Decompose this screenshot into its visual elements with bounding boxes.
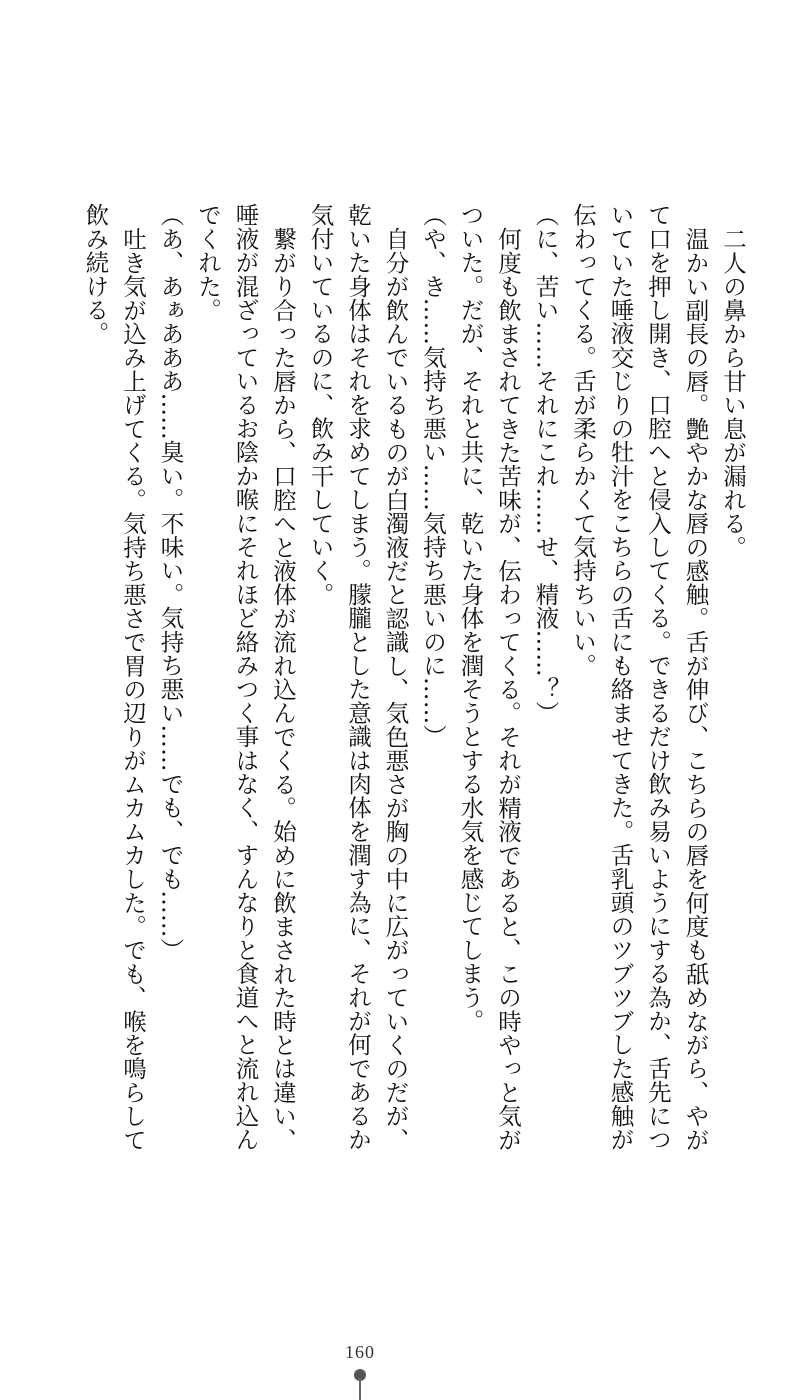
text-line: 自分が飲んでいるものが白濁液だと認識し、気色悪さが胸の中に広がっていくのだが、 — [381, 226, 410, 1151]
text-line: 伝わってくる。舌が柔らかくて気持ちいい。 — [569, 203, 597, 677]
text-line: 乾いた身体はそれを求めてしまう。朦朧とした意識は肉体を潤す為に、それが何であるか — [344, 203, 372, 1151]
text-line: （に、苦い……それにこれ……せ、精液……？） — [531, 203, 560, 725]
text-line: 二人の鼻から甘い息が漏れる。 — [719, 226, 747, 559]
vertical-text-block — [76, 203, 751, 1163]
text-line: て口を押し開き、口腔へと侵入してくる。できるだけ飲み易いようにする為か、舌先につ — [644, 203, 672, 1151]
text-line: 吐き気が込み上げてくる。気持ち悪さで胃の辺りがムカムカした。でも、喉を鳴らして — [119, 226, 147, 1151]
text-line: 温かい副長の唇。艶やかな唇の感触。舌が伸び、こちらの唇を何度も舐めながら、やが — [681, 226, 710, 1151]
text-line: （あ、あぁあああ……臭い。不味い。気持ち悪い……でも、でも……） — [156, 203, 185, 962]
text-line: 繋がり合った唇から、口腔へと液体が流れ込んでくる。始めに飲まされた時とは違い、 — [269, 226, 297, 1151]
text-line: 飲み続ける。 — [81, 203, 110, 346]
page-marker-line — [359, 1378, 361, 1400]
text-line: でくれた。 — [194, 203, 222, 322]
text-line: 唾液が混ざっているお陰か喉にそれほど絡みつく事はなく、すんなりと食道へと流れ込ん — [231, 203, 260, 1151]
page-number: 160 — [345, 1342, 375, 1362]
text-line: （や、き……気持ち悪い……気持ち悪いのに……） — [419, 203, 447, 749]
text-line: 何度も飲まされてきた苦味が、伝わってくる。それが精液であると、この時やっと気が — [494, 226, 522, 1151]
text-line: ついた。だが、それと共に、乾いた身体を潤そうとする水気を感じてしまう。 — [456, 203, 485, 1033]
text-line: いていた唾液交じりの牡汁をこちらの舌にも絡ませてきた。舌乳頭のツブツブした感触が — [606, 203, 635, 1151]
text-line: 気付いているのに、飲み干していく。 — [306, 203, 335, 606]
